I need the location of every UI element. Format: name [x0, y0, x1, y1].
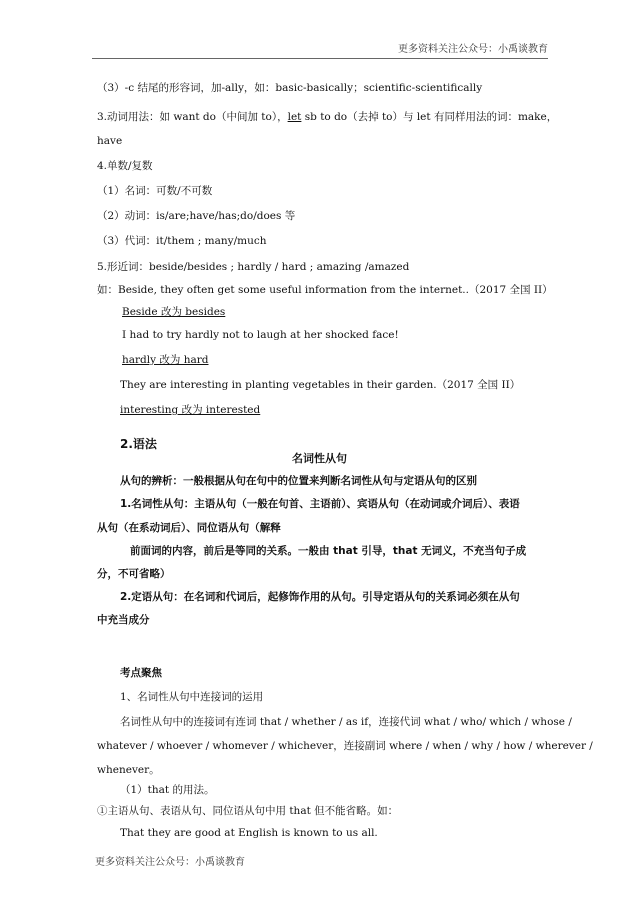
correction: Beside 改为 besides — [122, 306, 226, 318]
example-sentence: 如：Beside, they often get some useful information from the internet..（2017 全国 II） — [97, 284, 553, 296]
text-line — [97, 110, 557, 124]
page-header: 更多资料关注公众号：小禹谈教育 — [398, 44, 548, 55]
header-divider — [92, 58, 548, 59]
example-sentence: That they are good at English is known to us all. — [120, 827, 378, 839]
text-line: （1）名词：可数/不可数 — [97, 185, 213, 197]
section-heading: 考点聚焦 — [120, 667, 162, 679]
correction: interesting 改为 interested — [120, 404, 261, 416]
text-line: 分，不可省略） — [97, 568, 171, 580]
text-line: （3）-c 结尾的形容词，加-ally，如：basic-basically；scientific-scientifically — [97, 82, 483, 94]
text-line: whatever / whoever / whomever / whichever，连接副词 where / when / why / how / wherever / — [97, 740, 593, 752]
underlined-word: let — [287, 111, 302, 123]
example-sentence: I had to try hardly not to laugh at her shocked face! — [122, 329, 399, 341]
section-heading: 4.单数/复数 — [97, 160, 153, 172]
text-segment: 3.动词用法：如 want do（中间加 to）， — [97, 111, 288, 123]
example-sentence: They are interesting in planting vegetables in their garden.（2017 全国 II） — [120, 379, 521, 391]
text-line: 从句（在系动词后）、同位语从句（解释 — [97, 522, 281, 534]
page-footer: 更多资料关注公众号：小禹谈教育 — [95, 857, 245, 868]
text-line: ①主语从句、表语从句、同位语从句中用 that 但不能省略。如： — [97, 805, 399, 817]
subsection-title: 名词性从句 — [292, 452, 347, 465]
text-line: （3）代词：it/them ; many/much — [97, 235, 267, 247]
text-line: whenever。 — [97, 764, 160, 776]
text-line: （2）动词：is/are;have/has;do/does 等 — [97, 210, 296, 222]
text-line: 前面词的内容，前后是等同的关系。一般由 that 引导，that 无词义，不充当句子成 — [130, 545, 527, 557]
text-segment: sb to do（去掉 to）与 let 有同样用法的词：make， — [301, 111, 558, 123]
text-line: 1.名词性从句：主语从句（一般在句首、主语前）、宾语从句（在动词或介词后）、表语 — [120, 498, 520, 510]
text-line: 从句的辨析：一般根据从句在句中的位置来判断名词性从句与定语从句的区别 — [120, 475, 477, 487]
text-line: 1、名词性从句中连接词的运用 — [120, 691, 264, 703]
text-line: 2.定语从句：在名词和代词后，起修饰作用的从句。引导定语从句的关系词必须在从句 — [120, 591, 520, 603]
correction: hardly 改为 hard — [122, 354, 209, 366]
text-line: 名词性从句中的连接词有连词 that / whether / as if，连接代词 what / who/ which / whose / — [120, 716, 572, 728]
section-heading: 2.语法 — [120, 437, 157, 451]
text-line: 中充当成分 — [97, 614, 150, 626]
text-line: （1）that 的用法。 — [120, 784, 215, 796]
text-line: have — [97, 135, 123, 147]
section-heading: 5.形近词：beside/besides ; hardly / hard ; amazing /amazed — [97, 261, 410, 273]
